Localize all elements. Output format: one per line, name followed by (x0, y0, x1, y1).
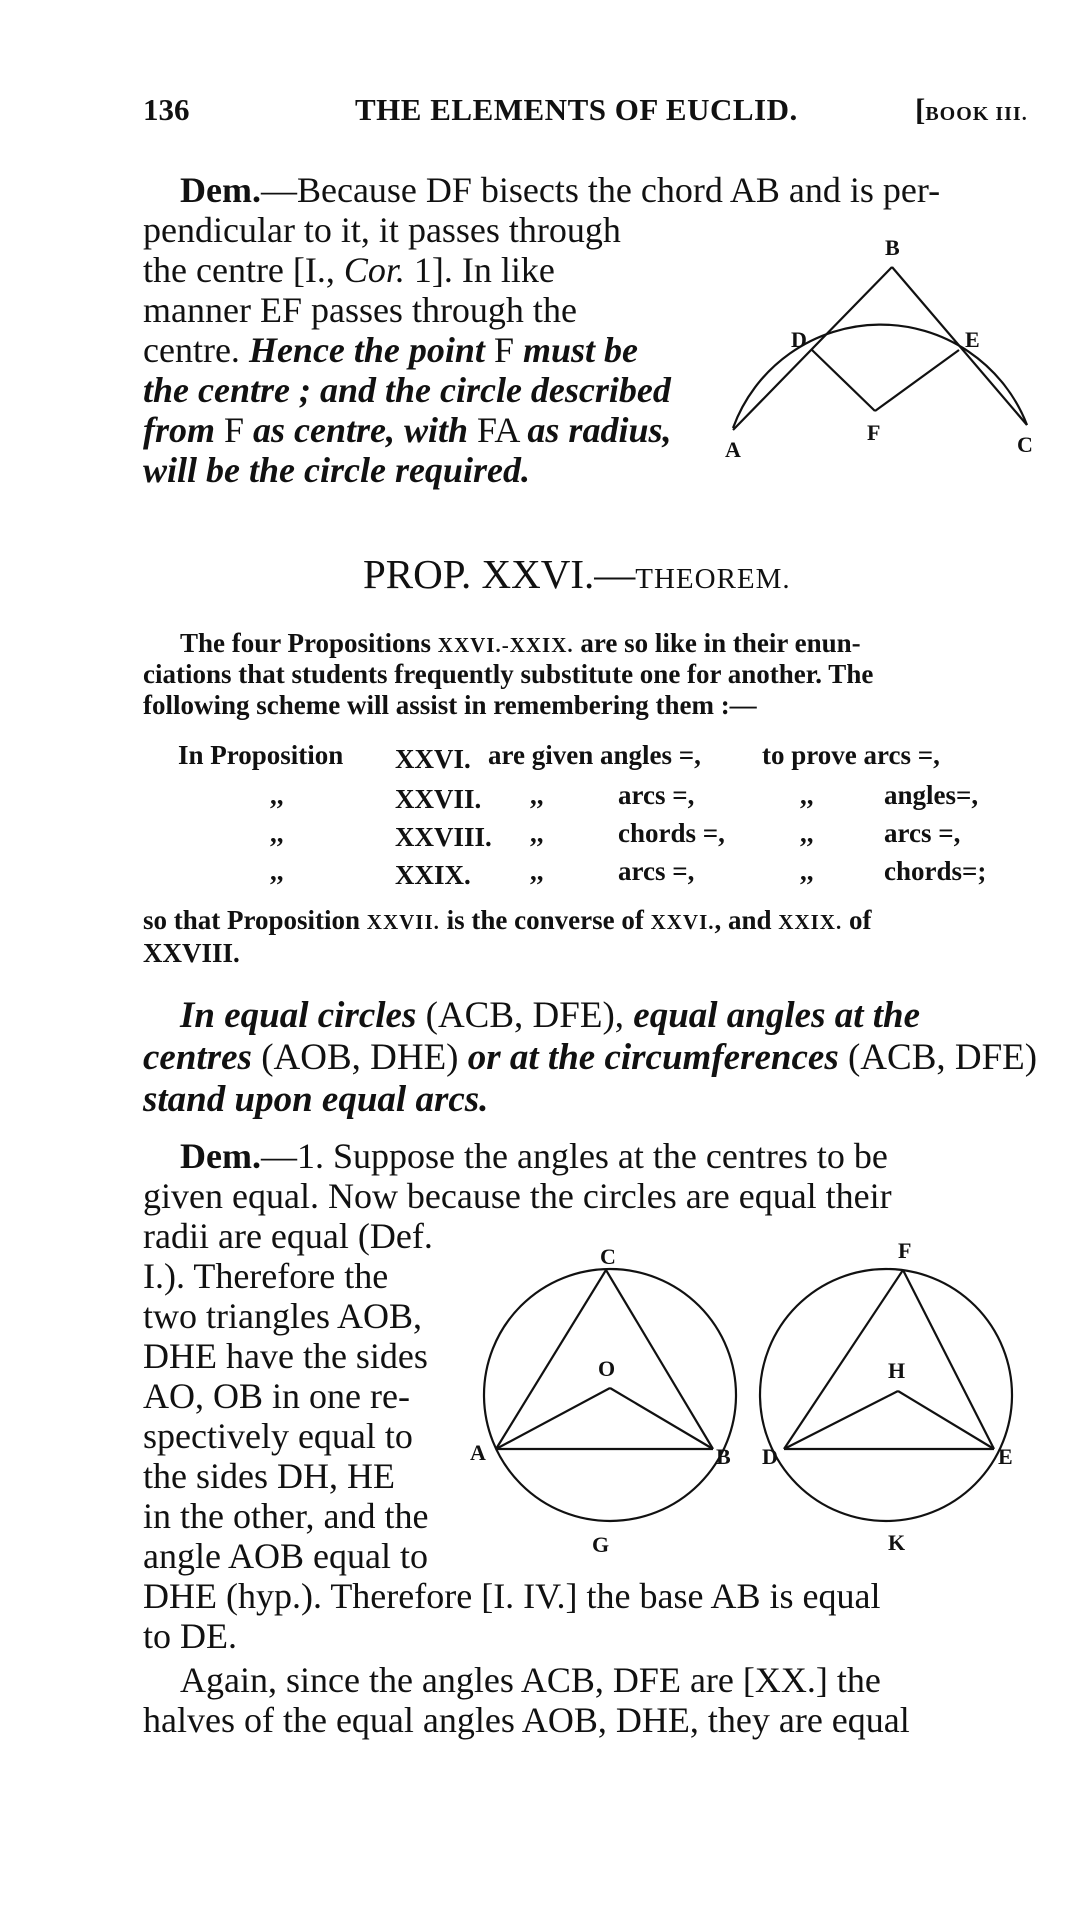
scheme-row2-c4: arcs =, (618, 780, 695, 810)
scheme-row2-c1: ,, (270, 780, 284, 810)
note-line2: ciations that students frequently substitute one for another. The (143, 659, 874, 689)
enun-l1b: (ACB, DFE), (416, 995, 634, 1036)
converse-d: XXVI. (650, 910, 715, 934)
sec1-line5d: must be (522, 330, 638, 370)
sec2-line4: I.). Therefore the (143, 1256, 389, 1296)
converse-f: XXIX. (778, 910, 843, 934)
perp-ef (875, 350, 959, 411)
enunciation-line3: stand upon equal arcs. (143, 1079, 489, 1120)
prop-kind: THEOREM. (635, 563, 791, 595)
sec1-line7e: as radius, (527, 410, 672, 450)
note-line1 (180, 628, 861, 661)
book-bracket: [ (915, 92, 926, 127)
label-b: B (885, 235, 900, 260)
line-cb (606, 1270, 713, 1449)
note-line1b: XXVI.-XXIX. (437, 633, 574, 657)
label-e: E (965, 327, 980, 352)
line-ac (496, 1270, 606, 1449)
note-line1c: are so like in their enun- (573, 628, 861, 658)
book-label-text: BOOK III. (925, 103, 1028, 125)
enun-l1c: equal angles at the (633, 995, 921, 1036)
sec1-line1 (180, 170, 940, 210)
enun-l2c: or at the circumferences (467, 1037, 839, 1078)
label-d2: D (762, 1444, 778, 1469)
converse-line1 (143, 905, 871, 938)
page-number: 136 (143, 92, 190, 127)
sec1-line5c: F (484, 330, 523, 370)
converse-e: , and (714, 905, 779, 935)
sec2-line1 (180, 1136, 888, 1176)
scheme-row1-c3: are given angles =, (488, 740, 701, 770)
sec2-line6: DHE have the sides (143, 1336, 428, 1376)
sec1-line3b: Cor. (343, 250, 405, 290)
sec2-line1-text: —1. Suppose the angles at the centres to be (260, 1136, 888, 1176)
scheme-row4-c2: XXIX. (395, 860, 471, 890)
scheme-row2-c3: ,, (530, 780, 544, 810)
sec1-line3a: the centre [I., (143, 250, 344, 290)
scheme-row2-c5: ,, (800, 780, 814, 810)
sec1-line3c: 1]. In like (404, 250, 555, 290)
sec2-line5: two triangles AOB, (143, 1296, 422, 1336)
note-line1a: The four Propositions (180, 628, 438, 658)
sec1-line5b: Hence the point (248, 330, 485, 370)
sec2-line2: given equal. Now because the circles are equal their (143, 1176, 892, 1216)
scheme-row4-c3: ,, (530, 856, 544, 886)
sec2-line15: halves of the equal angles AOB, DHE, they are equal (143, 1700, 910, 1740)
sec2-line14: Again, since the angles ACB, DFE are [XX.] the (180, 1660, 881, 1700)
line-dh (784, 1391, 898, 1449)
sec2-line12: DHE (hyp.). Therefore [I. IV.] the base AB is equal (143, 1576, 881, 1616)
chord-bc (892, 267, 1027, 425)
book-label (915, 92, 1028, 128)
sec1-line5 (143, 330, 638, 370)
scheme-row4-c4: arcs =, (618, 856, 695, 886)
sec2-line9: the sides DH, HE (143, 1456, 395, 1496)
dem2-label: Dem. (180, 1136, 261, 1176)
circle-acb (484, 1269, 736, 1521)
converse-c: is the converse of (439, 905, 651, 935)
converse-a: so that Proposition (143, 905, 367, 935)
converse-line2: XXVIII. (143, 938, 240, 968)
label-e2: E (998, 1444, 1013, 1469)
sec2-line10: in the other, and the (143, 1496, 429, 1536)
figure-equal-circles (470, 1230, 1030, 1580)
scheme-row3-c2: XXVIII. (395, 822, 492, 852)
sec1-line5a: centre. (143, 330, 249, 370)
note-line3: following scheme will assist in remembering them :— (143, 690, 757, 720)
sec1-line7b: F (215, 410, 254, 450)
scheme-row3-c3: ,, (530, 818, 544, 848)
scheme-row1-c1: In Proposition (178, 740, 344, 770)
label-k: K (888, 1530, 906, 1555)
label-d: D (791, 327, 807, 352)
scheme-row1-c4: to prove arcs =, (762, 740, 940, 770)
sec2-line11: angle AOB equal to (143, 1536, 428, 1576)
scheme-row3-c6: arcs =, (884, 818, 961, 848)
sec2-line8: spectively equal to (143, 1416, 413, 1456)
enunciation-line1 (180, 995, 920, 1037)
sec1-line2: pendicular to it, it passes through (143, 210, 621, 250)
sec2-line7: AO, OB in one re- (143, 1376, 410, 1416)
scheme-row4-c5: ,, (800, 856, 814, 886)
sec2-line3: radii are equal (Def. (143, 1216, 433, 1256)
label-a2: A (470, 1440, 486, 1465)
enunciation-line2 (143, 1037, 1037, 1079)
sec1-line3 (143, 250, 555, 290)
scheme-row2-c2: XXVII. (395, 784, 482, 814)
sec2-line13: to DE. (143, 1616, 237, 1656)
arc-abc (733, 325, 1027, 428)
sec1-line7 (143, 410, 671, 450)
prop-title: PROP. XXVI.— (363, 551, 636, 597)
sec1-line6: the centre ; and the circle described (143, 370, 671, 410)
figure-arc-bisectors (715, 225, 1045, 470)
label-b2: B (716, 1444, 731, 1469)
label-f2: F (898, 1238, 912, 1263)
proposition-heading (363, 550, 791, 598)
dem-label: Dem. (180, 170, 261, 210)
sec1-line1-text: —Because DF bisects the chord AB and is per- (260, 170, 941, 210)
scheme-row3-c4: chords =, (618, 818, 725, 848)
circle-dfe (760, 1269, 1012, 1521)
sec1-line7c: as centre, with (253, 410, 469, 450)
label-c: C (1017, 432, 1033, 457)
label-c2: C (600, 1244, 616, 1269)
enun-l2b: (AOB, DHE) (251, 1037, 468, 1078)
sec1-line4: manner EF passes through the (143, 290, 577, 330)
scheme-row3-c5: ,, (800, 818, 814, 848)
sec1-line7a: from (143, 410, 215, 450)
enun-l1a: In equal circles (180, 995, 417, 1036)
converse-b: XXVII. (366, 910, 440, 934)
scheme-row3-c1: ,, (270, 818, 284, 848)
scheme-row2-c6: angles=, (884, 780, 979, 810)
scheme-row4-c6: chords=; (884, 856, 987, 886)
scheme-row1-c2: XXVI. (395, 744, 471, 774)
line-ob (610, 1388, 713, 1449)
label-f: F (867, 420, 881, 445)
running-title: THE ELEMENTS OF EUCLID. (355, 92, 798, 127)
sec1-line7d: FA (468, 410, 528, 450)
scheme-row4-c1: ,, (270, 856, 284, 886)
label-a: A (725, 437, 741, 462)
line-df (784, 1270, 906, 1449)
sec1-line8: will be the circle required. (143, 450, 530, 490)
perp-df (812, 350, 875, 411)
label-h: H (888, 1358, 906, 1383)
enun-l2a: centres (143, 1037, 252, 1078)
label-g: G (592, 1532, 610, 1557)
enun-l2d: (ACB, DFE) (838, 1037, 1038, 1078)
converse-g: of (842, 905, 872, 935)
line-ao (496, 1388, 610, 1449)
label-o: O (598, 1356, 616, 1381)
